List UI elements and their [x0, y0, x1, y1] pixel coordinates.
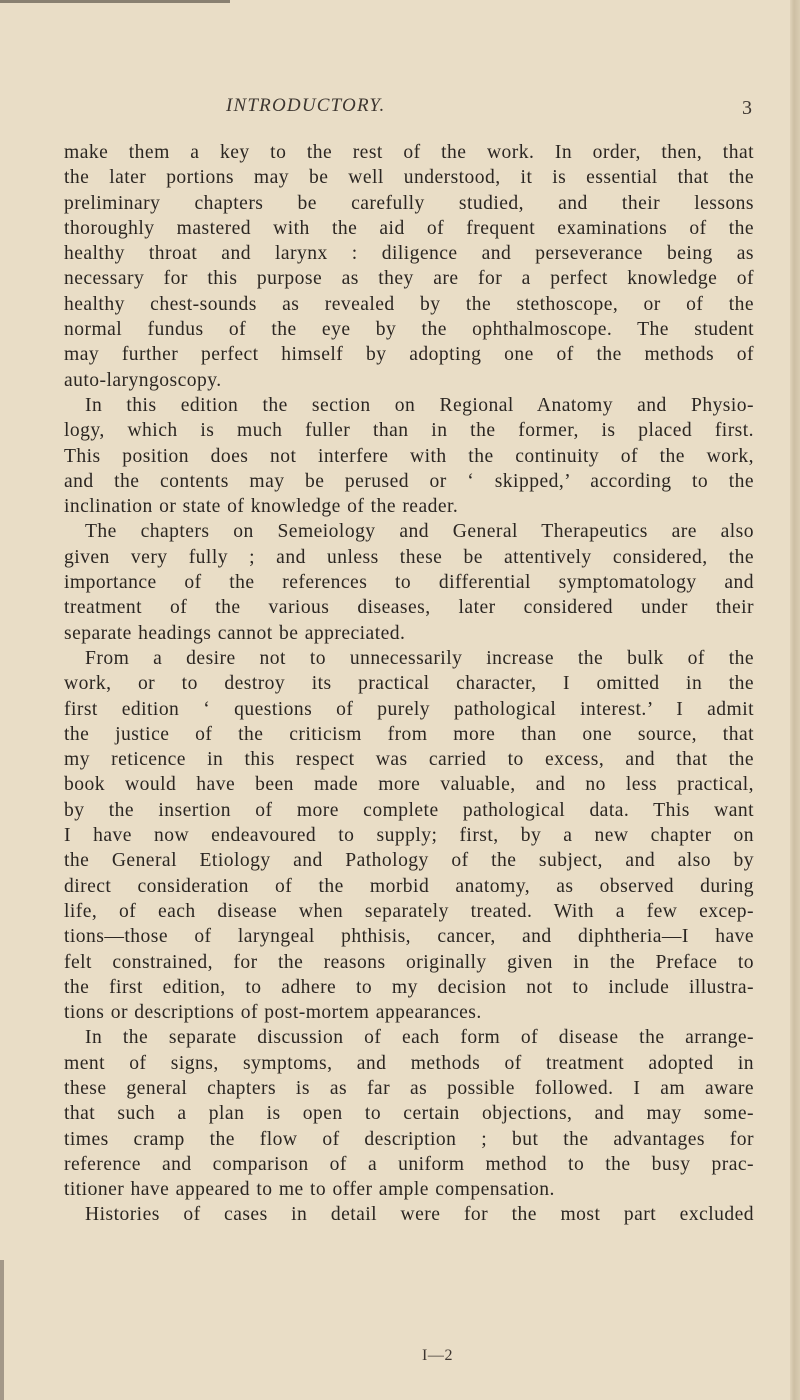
text-line: Histories of cases in detail were for the most part excluded: [85, 1204, 754, 1226]
text-line: direct consideration of the morbid anatomy, as observed during: [64, 875, 754, 897]
text-line: The chapters on Semeiology and General Therapeutics are also: [85, 521, 754, 543]
page-number: 3: [742, 97, 752, 119]
text-line: book would have been made more valuable, and no less practical,: [64, 774, 754, 796]
text-line: the later portions may be well understood, it is essential that the: [64, 167, 754, 189]
text-line: This position does not interfere with the continuity of the work,: [64, 445, 754, 467]
text-line: importance of the references to differential symptomatology and: [64, 572, 754, 594]
text-line: From a desire not to unnecessarily increase the bulk of the: [85, 647, 754, 669]
page-edge: [790, 0, 800, 1400]
text-line: work, or to destroy its practical character, I omitted in the: [64, 673, 754, 695]
text-line: make them a key to the rest of the work. In order, then, that: [64, 142, 754, 163]
text-line: these general chapters is as far as possible followed. I am aware: [64, 1077, 754, 1099]
text-line: the justice of the criticism from more than one source, that: [64, 723, 754, 745]
text-line: tions or descriptions of post-mortem appearances.: [64, 1002, 482, 1024]
text-line: my reticence in this respect was carried to excess, and that the: [64, 749, 754, 771]
text-line: treatment of the various diseases, later considered under their: [64, 597, 754, 619]
running-head: INTRODUCTORY.: [226, 95, 386, 116]
text-line: inclination or state of knowledge of the reader.: [64, 496, 459, 518]
text-line: given very fully ; and unless these be attentively considered, the: [64, 546, 754, 568]
text-line: by the insertion of more complete pathological data. This want: [64, 799, 754, 821]
text-line: first edition ‘ questions of purely pathological interest.’ I admit: [64, 698, 754, 720]
text-line: the first edition, to adhere to my decision not to include illustra-: [64, 976, 754, 998]
text-line: normal fundus of the eye by the ophthalmoscope. The student: [64, 319, 754, 341]
text-line: In the separate discussion of each form of disease the arrange-: [85, 1027, 754, 1049]
text-line: I have now endeavoured to supply; first, by a new chapter on: [64, 825, 754, 847]
page-header: [60, 95, 752, 125]
text-line: life, of each disease when separately treated. With a few excep-: [64, 900, 754, 922]
text-line: may further perfect himself by adopting one of the methods of: [64, 344, 754, 366]
text-line: tions—those of laryngeal phthisis, cancer, and diphtheria—I have: [64, 926, 754, 948]
text-line: separate headings cannot be appreciated.: [64, 622, 406, 644]
text-line: ment of signs, symptoms, and methods of treatment adopted in: [64, 1052, 754, 1074]
text-line: titioner have appeared to me to offer ample compensation.: [64, 1179, 555, 1201]
text-line: preliminary chapters be carefully studied, and their lessons: [64, 192, 754, 214]
text-line: In this edition the section on Regional Anatomy and Physio-: [85, 394, 754, 416]
text-line: the General Etiology and Pathology of the subject, and also by: [64, 850, 754, 872]
text-line: healthy throat and larynx : diligence and perseverance being as: [64, 243, 754, 265]
text-line: that such a plan is open to certain objections, and may some-: [64, 1103, 754, 1125]
text-line: felt constrained, for the reasons originally given in the Preface to: [64, 951, 754, 973]
text-line: reference and comparison of a uniform method to the busy prac-: [64, 1153, 754, 1175]
scan-edge-mark: [0, 0, 230, 3]
signature-mark: I—2: [422, 1347, 454, 1364]
text-line: healthy chest-sounds as revealed by the stethoscope, or of the: [64, 293, 754, 315]
text-line: and the contents may be perused or ‘ skipped,’ according to the: [64, 470, 754, 492]
text-line: necessary for this purpose as they are for a perfect knowledge of: [64, 268, 754, 290]
text-line: auto-laryngoscopy.: [64, 369, 222, 391]
text-line: logy, which is much fuller than in the former, is placed first.: [64, 420, 754, 442]
scan-edge-mark-bottom: [0, 1260, 4, 1400]
body-text: [64, 140, 754, 1228]
text-line: thoroughly mastered with the aid of frequent examinations of the: [64, 217, 754, 239]
text-line: times cramp the flow of description ; but the advantages for: [64, 1128, 754, 1150]
